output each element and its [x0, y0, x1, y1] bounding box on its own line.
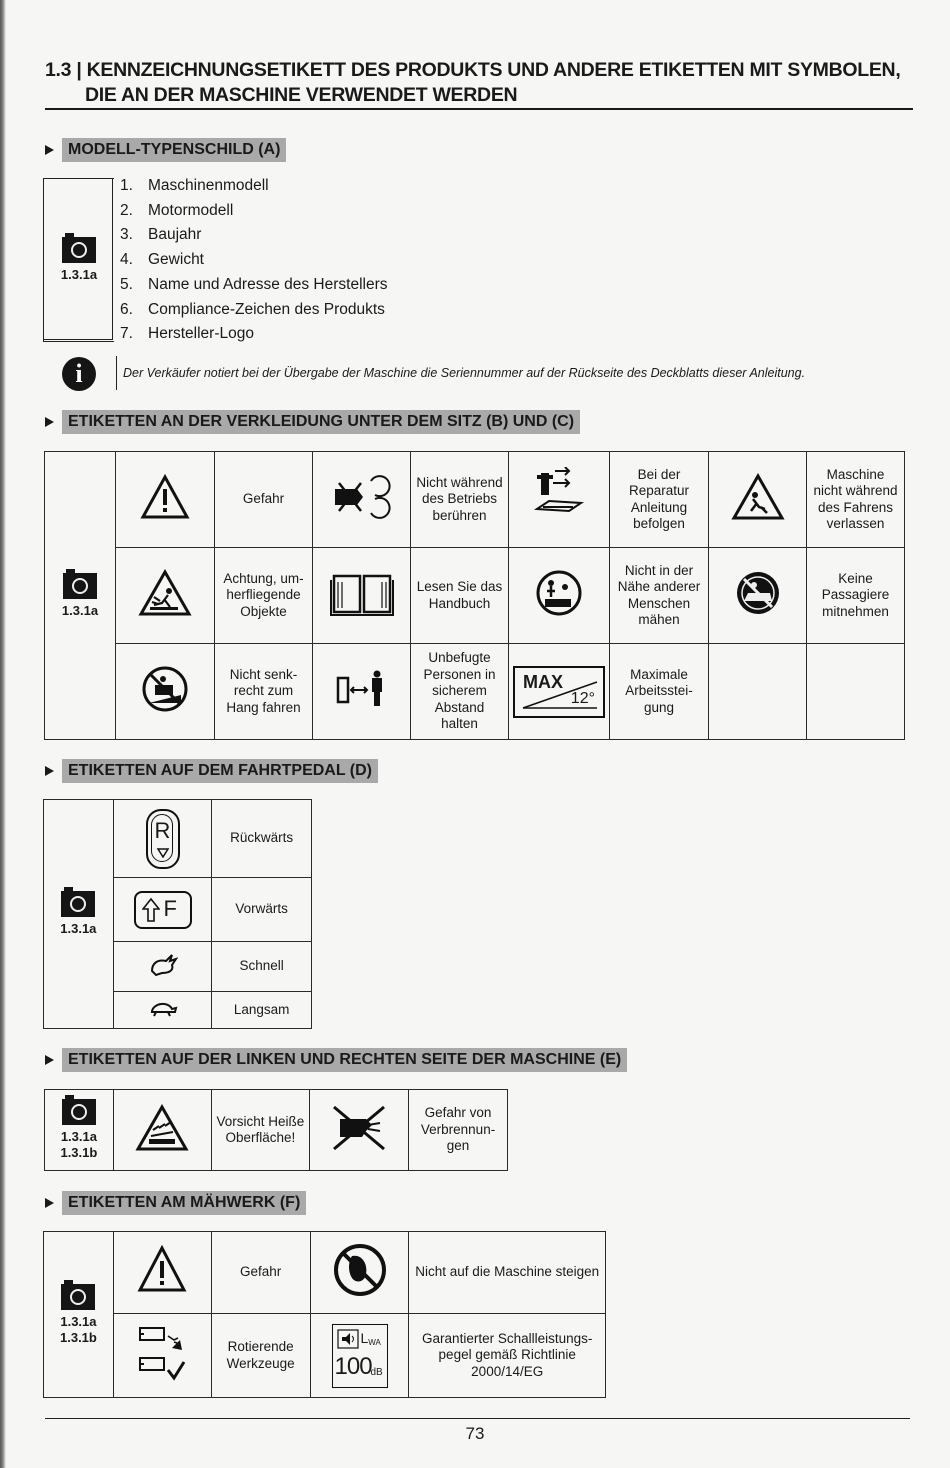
- label-text: Nicht senk-recht zum Hang fahren: [215, 644, 313, 740]
- label-text: Gefahr: [215, 452, 313, 548]
- section-label: ETIKETTEN AM MÄHWERK (F): [62, 1191, 306, 1215]
- camera-icon: [62, 237, 96, 263]
- labels-table-f: [43, 1231, 606, 1398]
- section-header-e: [45, 1048, 627, 1072]
- list-item: 5. Name und Adresse des Herstellers: [120, 275, 388, 293]
- arrow-icon: [45, 766, 54, 776]
- arrow-icon: [45, 417, 54, 427]
- turtle-icon: [113, 992, 212, 1029]
- label-text: Nicht auf die Maschine steigen: [409, 1232, 606, 1314]
- figure-ref: 1.3.1b: [60, 1145, 98, 1160]
- figure-ref: 1.3.1a: [60, 1313, 97, 1329]
- figure-ref: 1.3.1b: [60, 1329, 97, 1345]
- figure-ref: 1.3.1a: [60, 921, 97, 936]
- camera-ref-box: [43, 178, 114, 342]
- figure-ref: 1.3.1a: [60, 1129, 97, 1144]
- figure-ref: 1.3.1a: [61, 602, 99, 618]
- hot-surface-warning-icon: [113, 1090, 211, 1171]
- label-text: Bei der Reparatur Anleitung befolgen: [610, 452, 709, 548]
- section-header-a: [45, 138, 286, 162]
- sound-power-symbol: L: [360, 1329, 369, 1346]
- forward-pedal-icon: F: [113, 878, 212, 942]
- list-item: 1. Maschinenmodell: [120, 177, 269, 194]
- info-note: Der Verkäufer notiert bei der Übergabe der Maschine die Seriennummer auf der Rückseite des Deckblatts dieser Anleitung.: [123, 366, 806, 380]
- list-item: 3. Baujahr: [120, 226, 202, 244]
- rotating-blades-icon: [113, 1314, 211, 1398]
- label-text: Rotierende Werkzeuge: [211, 1314, 310, 1398]
- divider: [112, 178, 113, 340]
- section-label: ETIKETTEN AN DER VERKLEIDUNG UNTER DEM SITZ (B) UND (C): [62, 410, 580, 434]
- label-text: Nicht in der Nähe anderer Menschen mähen: [610, 548, 709, 644]
- camera-icon: [62, 1099, 96, 1125]
- arrow-icon: [45, 1055, 54, 1065]
- max-slope-sign: MAX 12°: [509, 644, 610, 740]
- repair-manual-icon: [509, 452, 610, 548]
- operator-fall-warning-icon: [709, 452, 807, 548]
- label-text: Schnell: [212, 942, 312, 992]
- label-text: Lesen Sie das Handbuch: [411, 548, 509, 644]
- sound-power-subscript: WA: [368, 1337, 381, 1347]
- sound-power-label: [310, 1314, 409, 1398]
- divider: [43, 339, 113, 340]
- sound-power-value: 100: [334, 1352, 372, 1380]
- title-line-1: 1.3 | KENNZEICHNUNGSETIKETT DES PRODUKTS UND ANDERE ETIKETTEN MIT SYMBOLEN,: [45, 59, 901, 81]
- page-binding-edge: [0, 0, 6, 1468]
- label-text: Vorsicht Heiße Oberfläche!: [211, 1090, 310, 1171]
- arrow-icon: [45, 1198, 54, 1208]
- label-text: Maximale Arbeitsstei-gung: [610, 644, 709, 740]
- figure-ref: 1.3.1a: [60, 267, 98, 282]
- labels-table-d: [43, 799, 312, 1029]
- empty-cell: [709, 644, 807, 740]
- label-text: Langsam: [212, 992, 312, 1029]
- reverse-pedal-icon: R: [113, 800, 212, 878]
- slope-warning-icon: [116, 644, 215, 740]
- page-title: [45, 58, 915, 108]
- label-text: Nicht während des Betriebs berühren: [411, 452, 509, 548]
- label-text: Vorwärts: [212, 878, 312, 942]
- label-text: Keine Passagiere mitnehmen: [807, 548, 905, 644]
- page-number: 73: [465, 1424, 485, 1443]
- bystander-mower-icon: [509, 548, 610, 644]
- camera-ref-cell: [44, 800, 114, 1029]
- section-label: ETIKETTEN AUF DEM FAHRTPEDAL (D): [62, 759, 378, 783]
- label-text: Rückwärts: [212, 800, 312, 878]
- list-item: 6. Compliance-Zeichen des Produkts: [120, 300, 385, 318]
- label-text: Achtung, um-herfliegende Objekte: [215, 548, 313, 644]
- section-label: MODELL-TYPENSCHILD (A): [62, 138, 286, 162]
- section-header-bc: [45, 410, 580, 434]
- warning-triangle-icon: [113, 1232, 211, 1314]
- no-step-icon: [310, 1232, 409, 1314]
- labels-table-bc: [44, 451, 905, 740]
- no-passengers-icon: [709, 548, 807, 644]
- list-item: 4. Gewicht: [120, 251, 204, 269]
- fan-hand-icon: [313, 452, 411, 548]
- label-text: Gefahr von Verbrennun-gen: [409, 1090, 508, 1171]
- title-rule: [45, 108, 913, 110]
- model-plate-list: [120, 174, 388, 347]
- label-text: Maschine nicht während des Fahrens verlassen: [807, 452, 905, 548]
- list-item: 7. Hersteller-Logo: [120, 325, 254, 343]
- list-item: 2. Motormodell: [120, 201, 234, 219]
- label-text: Gefahr: [211, 1232, 310, 1314]
- camera-ref-cell: [45, 1090, 114, 1171]
- footer-rule: [45, 1418, 910, 1419]
- camera-icon: [63, 573, 97, 599]
- title-line-2: DIE AN DER MASCHINE VERWENDET WERDEN: [85, 84, 518, 106]
- section-header-d: [45, 759, 378, 783]
- camera-icon: [61, 1284, 95, 1310]
- info-icon: i: [62, 357, 96, 391]
- section-header-f: [45, 1191, 306, 1215]
- labels-table-e: [44, 1089, 508, 1171]
- warning-triangle-icon: [116, 452, 215, 548]
- label-text: Garantierter Schallleistungs-pegel gemäß Richtlinie 2000/14/EG: [409, 1314, 606, 1398]
- section-label: ETIKETTEN AUF DER LINKEN UND RECHTEN SEITE DER MASCHINE (E): [62, 1048, 627, 1072]
- camera-icon: [61, 891, 95, 917]
- divider: [116, 356, 117, 390]
- camera-ref-cell: [45, 452, 116, 740]
- safe-distance-icon: [313, 644, 411, 740]
- sound-power-unit: dB: [370, 1366, 383, 1378]
- camera-ref-cell: [44, 1232, 114, 1398]
- no-touch-hot-icon: [310, 1090, 409, 1171]
- rabbit-icon: [113, 942, 212, 992]
- thrown-objects-warning-icon: [116, 548, 215, 644]
- label-text: Unbefugte Personen in sicherem Abstand halten: [411, 644, 509, 740]
- manual-book-icon: [313, 548, 411, 644]
- empty-cell: [807, 644, 905, 740]
- arrow-icon: [45, 145, 54, 155]
